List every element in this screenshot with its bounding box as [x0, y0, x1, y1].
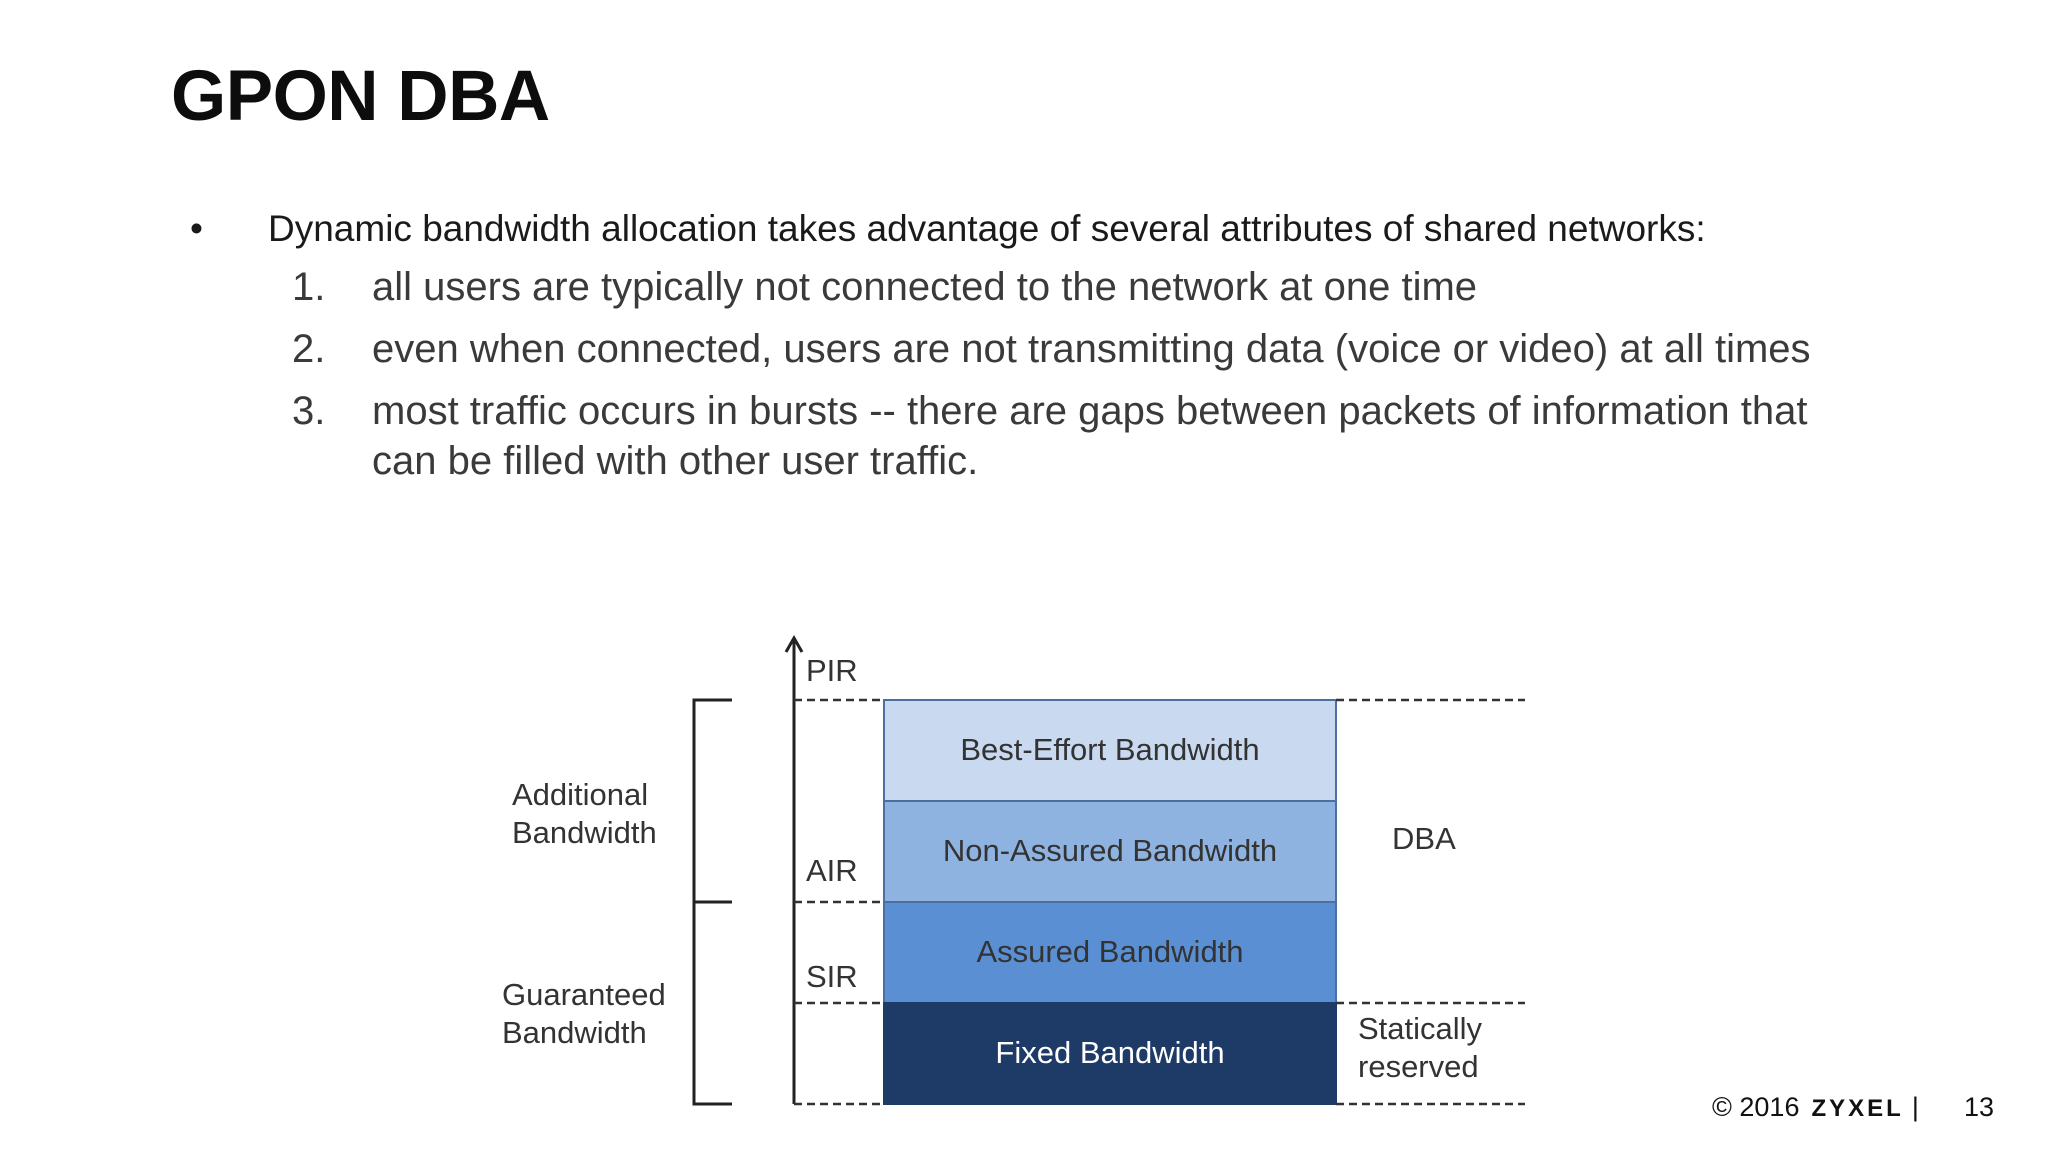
list-item-text: most traffic occurs in bursts -- there are gaps between packets of information that can be filled with other user traffic.: [372, 389, 1808, 483]
zyxel-logo: ZYXEL: [1811, 1095, 1904, 1122]
fixed-label: Fixed Bandwidth: [995, 1035, 1225, 1070]
copyright-text: © 2016: [1712, 1092, 1800, 1122]
statically-reserved-label: [1358, 1010, 1482, 1086]
list-item: [292, 386, 1852, 486]
best-effort-label: Best-Effort Bandwidth: [960, 732, 1260, 767]
additional-bandwidth-line2: Bandwidth: [512, 815, 657, 850]
numbered-list: [292, 262, 1852, 498]
footer-separator: |: [1911, 1092, 1919, 1122]
air-label: AIR: [806, 853, 858, 888]
footer: [1712, 1092, 1919, 1123]
dba-label: DBA: [1392, 821, 1456, 856]
list-item: [292, 262, 1852, 312]
additional-bandwidth-bracket: [694, 700, 732, 902]
list-item-text: all users are typically not connected to the network at one time: [372, 265, 1478, 309]
assured-label: Assured Bandwidth: [976, 934, 1244, 969]
statically-reserved-line2: reserved: [1358, 1049, 1479, 1084]
non-assured-label: Non-Assured Bandwidth: [942, 833, 1278, 868]
guaranteed-bandwidth-label: [502, 976, 666, 1052]
list-item: [292, 324, 1852, 374]
list-item-number: 1.: [292, 265, 326, 309]
bullet-marker: •: [190, 208, 203, 249]
dba-diagram: [480, 620, 1560, 1110]
additional-bandwidth-label: [512, 776, 657, 852]
guaranteed-bandwidth-line1: Guaranteed: [502, 977, 666, 1012]
list-item-number: 2.: [292, 327, 326, 371]
guaranteed-bandwidth-bracket: [694, 902, 732, 1104]
statically-reserved-line1: Statically: [1358, 1011, 1483, 1046]
slide-title: GPON DBA: [171, 57, 550, 136]
guaranteed-bandwidth-line2: Bandwidth: [502, 1015, 647, 1050]
pir-label: PIR: [806, 653, 858, 688]
page-number: 13: [1964, 1092, 1995, 1122]
additional-bandwidth-line1: Additional: [512, 777, 649, 812]
sir-label: SIR: [806, 959, 858, 994]
list-item-number: 3.: [292, 389, 326, 433]
list-item-text: even when connected, users are not transmitting data (voice or video) at all times: [372, 327, 1811, 371]
bullet-text: Dynamic bandwidth allocation takes advantage of several attributes of shared networks:: [268, 208, 1706, 249]
